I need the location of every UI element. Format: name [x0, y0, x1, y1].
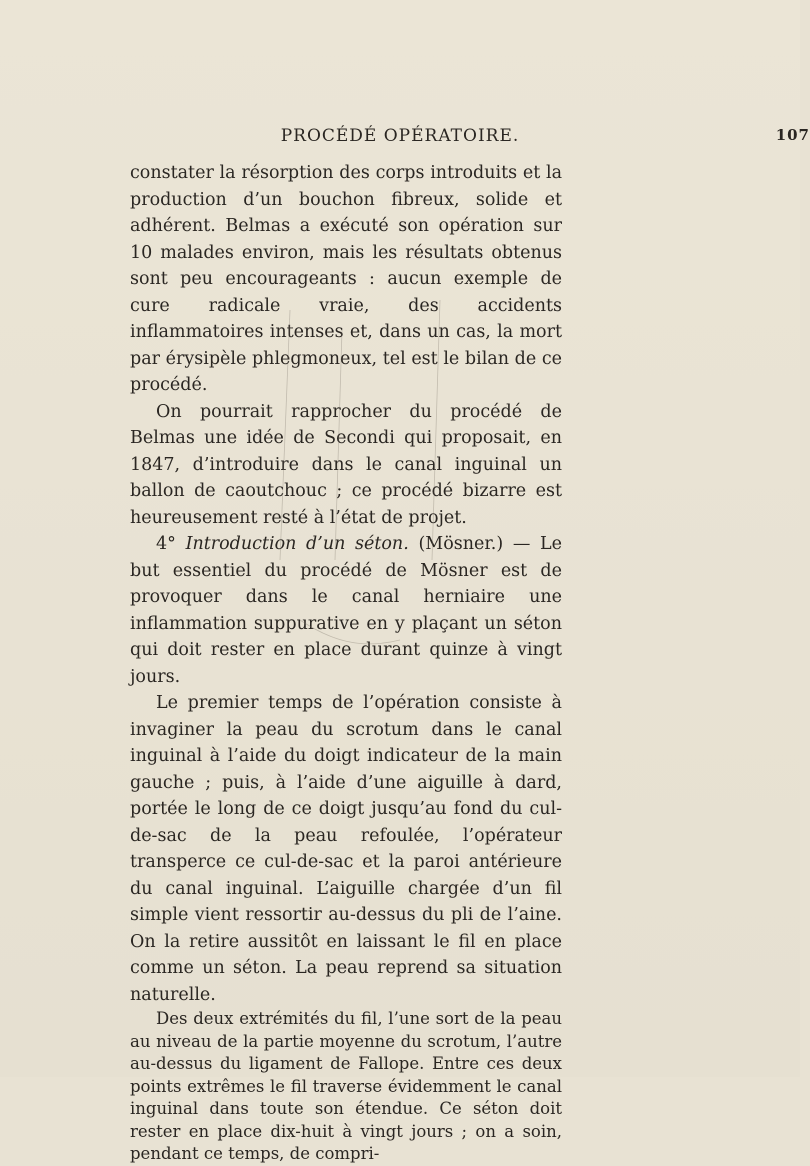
running-header: [200, 126, 810, 146]
paragraph: On pourrait rapprocher du procédé de Belmas une idée de Secondi qui proposait, en 1847, d’introduire dans le canal inguinal un ballon de caoutchouc ; ce procédé bizarre est heureusement resté à l’état de projet.: [130, 401, 562, 528]
body-text: [130, 160, 562, 1166]
running-title: PROCÉDÉ OPÉRATOIRE.: [280, 126, 520, 146]
paragraph: Le premier temps de l’opération consiste à invaginer la peau du scrotum dans le canal inguinal à l’aide du doigt indicateur de la main gauche ; puis, à l’aide d’une aiguille à dard, portée le long de ce doigt jusqu’au fond du cul-de-sac de la peau refoulée, l’opérateur transperce ce cul-de-sac et la paroi antérieure du canal inguinal. L’aiguille chargée d’un fil simple vient ressortir au-dessus du pli de l’aine. On la retire aussitôt en laissant le fil en place comme un séton. La peau reprend sa situation naturelle.: [130, 693, 562, 1005]
section-text: (Mösner.) — Le but essentiel du procédé de Mösner est de provoquer dans le canal herniaire une inflammation suppurative en y plaçant un séton qui doit rester en place durant quinze à vingt jours.: [130, 534, 562, 687]
section-number: 4°: [156, 534, 176, 554]
paragraph: Des deux extrémités du fil, l’une sort de la peau au niveau de la partie moyenne du scrotum, l’autre au-dessus du ligament de Fallope. Entre ces deux points extrêmes le fil traverse évidemment le canal inguinal dans toute son étendue. Ce séton doit rester en place dix-huit à vingt jours ; on a soin, pendant ce temps, de compri-: [130, 1009, 562, 1163]
page-number: 107: [775, 126, 810, 144]
paragraph: constater la résorption des corps introduits et la production d’un bouchon fibreux, solide et adhérent. Belmas a exécuté son opération sur 10 malades environ, mais les résultats obtenus sont peu encourageants : aucun exemple de cure radicale vraie, des accidents inflammatoires intenses et, dans un cas, la mort par érysipèle phlegmoneux, tel est le bilan de ce procédé.: [130, 163, 562, 395]
paragraph: [130, 531, 562, 690]
section-title: Introduction d’un séton.: [185, 534, 409, 554]
